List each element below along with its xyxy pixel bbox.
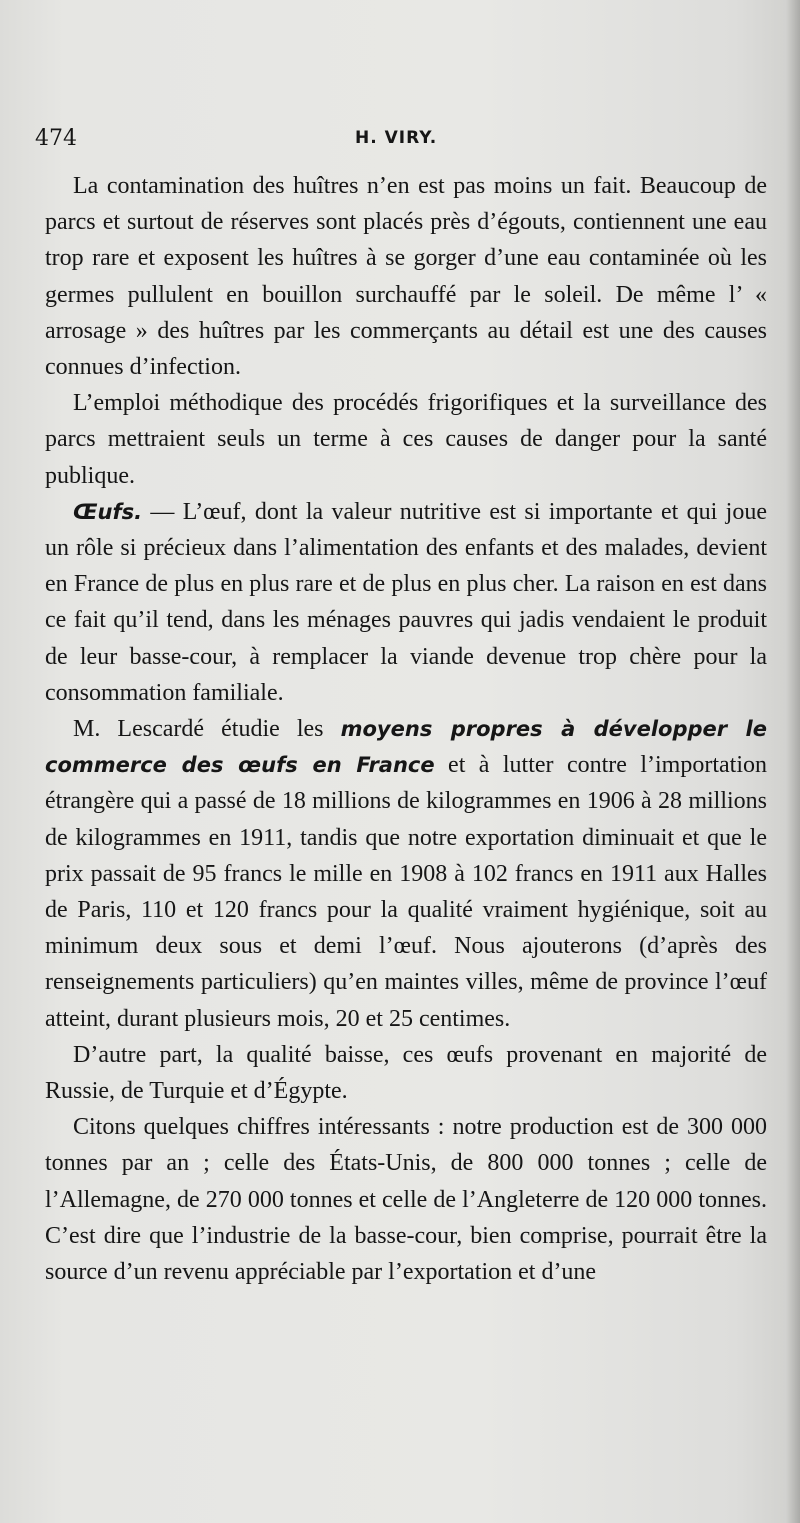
paragraph-quality	[45, 1037, 767, 1109]
page-header	[35, 126, 765, 160]
paragraph-lescarde	[45, 711, 767, 1037]
page-edge-shadow	[786, 0, 800, 1523]
paragraph-text: M. Lescardé étudie les	[73, 716, 341, 743]
body-text	[45, 168, 767, 1290]
paragraph-text: La contamination des huîtres n’en est pas moins un fait. Beaucoup de parcs et surtout de réserves sont placés près d’égouts, contiennent une eau trop rare et exposent les huîtres à se gorger d’une eau contaminée où les germes pullulent en bouillon surchauffé par le soleil. De même l’ « arrosage » des huîtres par les commerçants au détail est une des causes connues d’infection.	[45, 173, 767, 381]
paragraph-figures	[45, 1109, 767, 1290]
paragraph-eggs	[45, 494, 767, 711]
section-heading-eggs: Œufs.	[73, 499, 143, 524]
paragraph-refrigeration	[45, 385, 767, 494]
paragraph-oyster-contamination	[45, 168, 767, 385]
running-head: H. VIRY.	[355, 128, 438, 148]
paragraph-text: L’emploi méthodique des procédés frigorifiques et la surveillance des parcs mettraient seuls un terme à ces causes de danger pour la santé publique.	[45, 390, 767, 489]
page-number: 474	[35, 126, 77, 151]
paragraph-text: Citons quelques chiffres intéressants : notre production est de 300 000 tonnes par an ; celle des États-Unis, de 800 000 tonnes ; celle de l’Allemagne, de 270 000 tonnes et celle de l’Angleterre de 120 000 tonnes. C’est dire que l’industrie de la basse-cour, bien comprise, pourrait être la source d’un revenu appréciable par l’exportation et d’une	[45, 1114, 767, 1286]
emphasized-phrase: moyens propres à développer le commerce des œufs en France	[45, 717, 767, 778]
paragraph-text: et à lutter contre l’importation étrangère qui a passé de 18 millions de kilogrammes en 1906 à 28 millions de kilogrammes en 1911, tandis que notre exportation diminuait et que le prix passait de 95 francs le mille en 1908 à 102 francs en 1911 aux Halles de Paris, 110 et 120 francs pour la qualité vraiment hygiénique, soit au minimum deux sous et demi l’œuf. Nous ajouterons (d’après des renseignements particuliers) qu’en maintes villes, même de province l’œuf atteint, durant plusieurs mois, 20 et 25 centimes.	[45, 752, 767, 1032]
paragraph-text: D’autre part, la qualité baisse, ces œufs provenant en majorité de Russie, de Turquie et d’Égypte.	[45, 1041, 767, 1105]
paragraph-text: — L’œuf, dont la valeur nutritive est si importante et qui joue un rôle si précieux dans l’alimentation des enfants et des malades, devient en France de plus en plus rare et de plus en plus cher. La raison en est dans ce fait qu’il tend, dans les ménages pauvres qui jadis vendaient le produit de leur basse-cour, à remplacer la viande devenue trop chère pour la consommation familiale.	[45, 498, 767, 706]
